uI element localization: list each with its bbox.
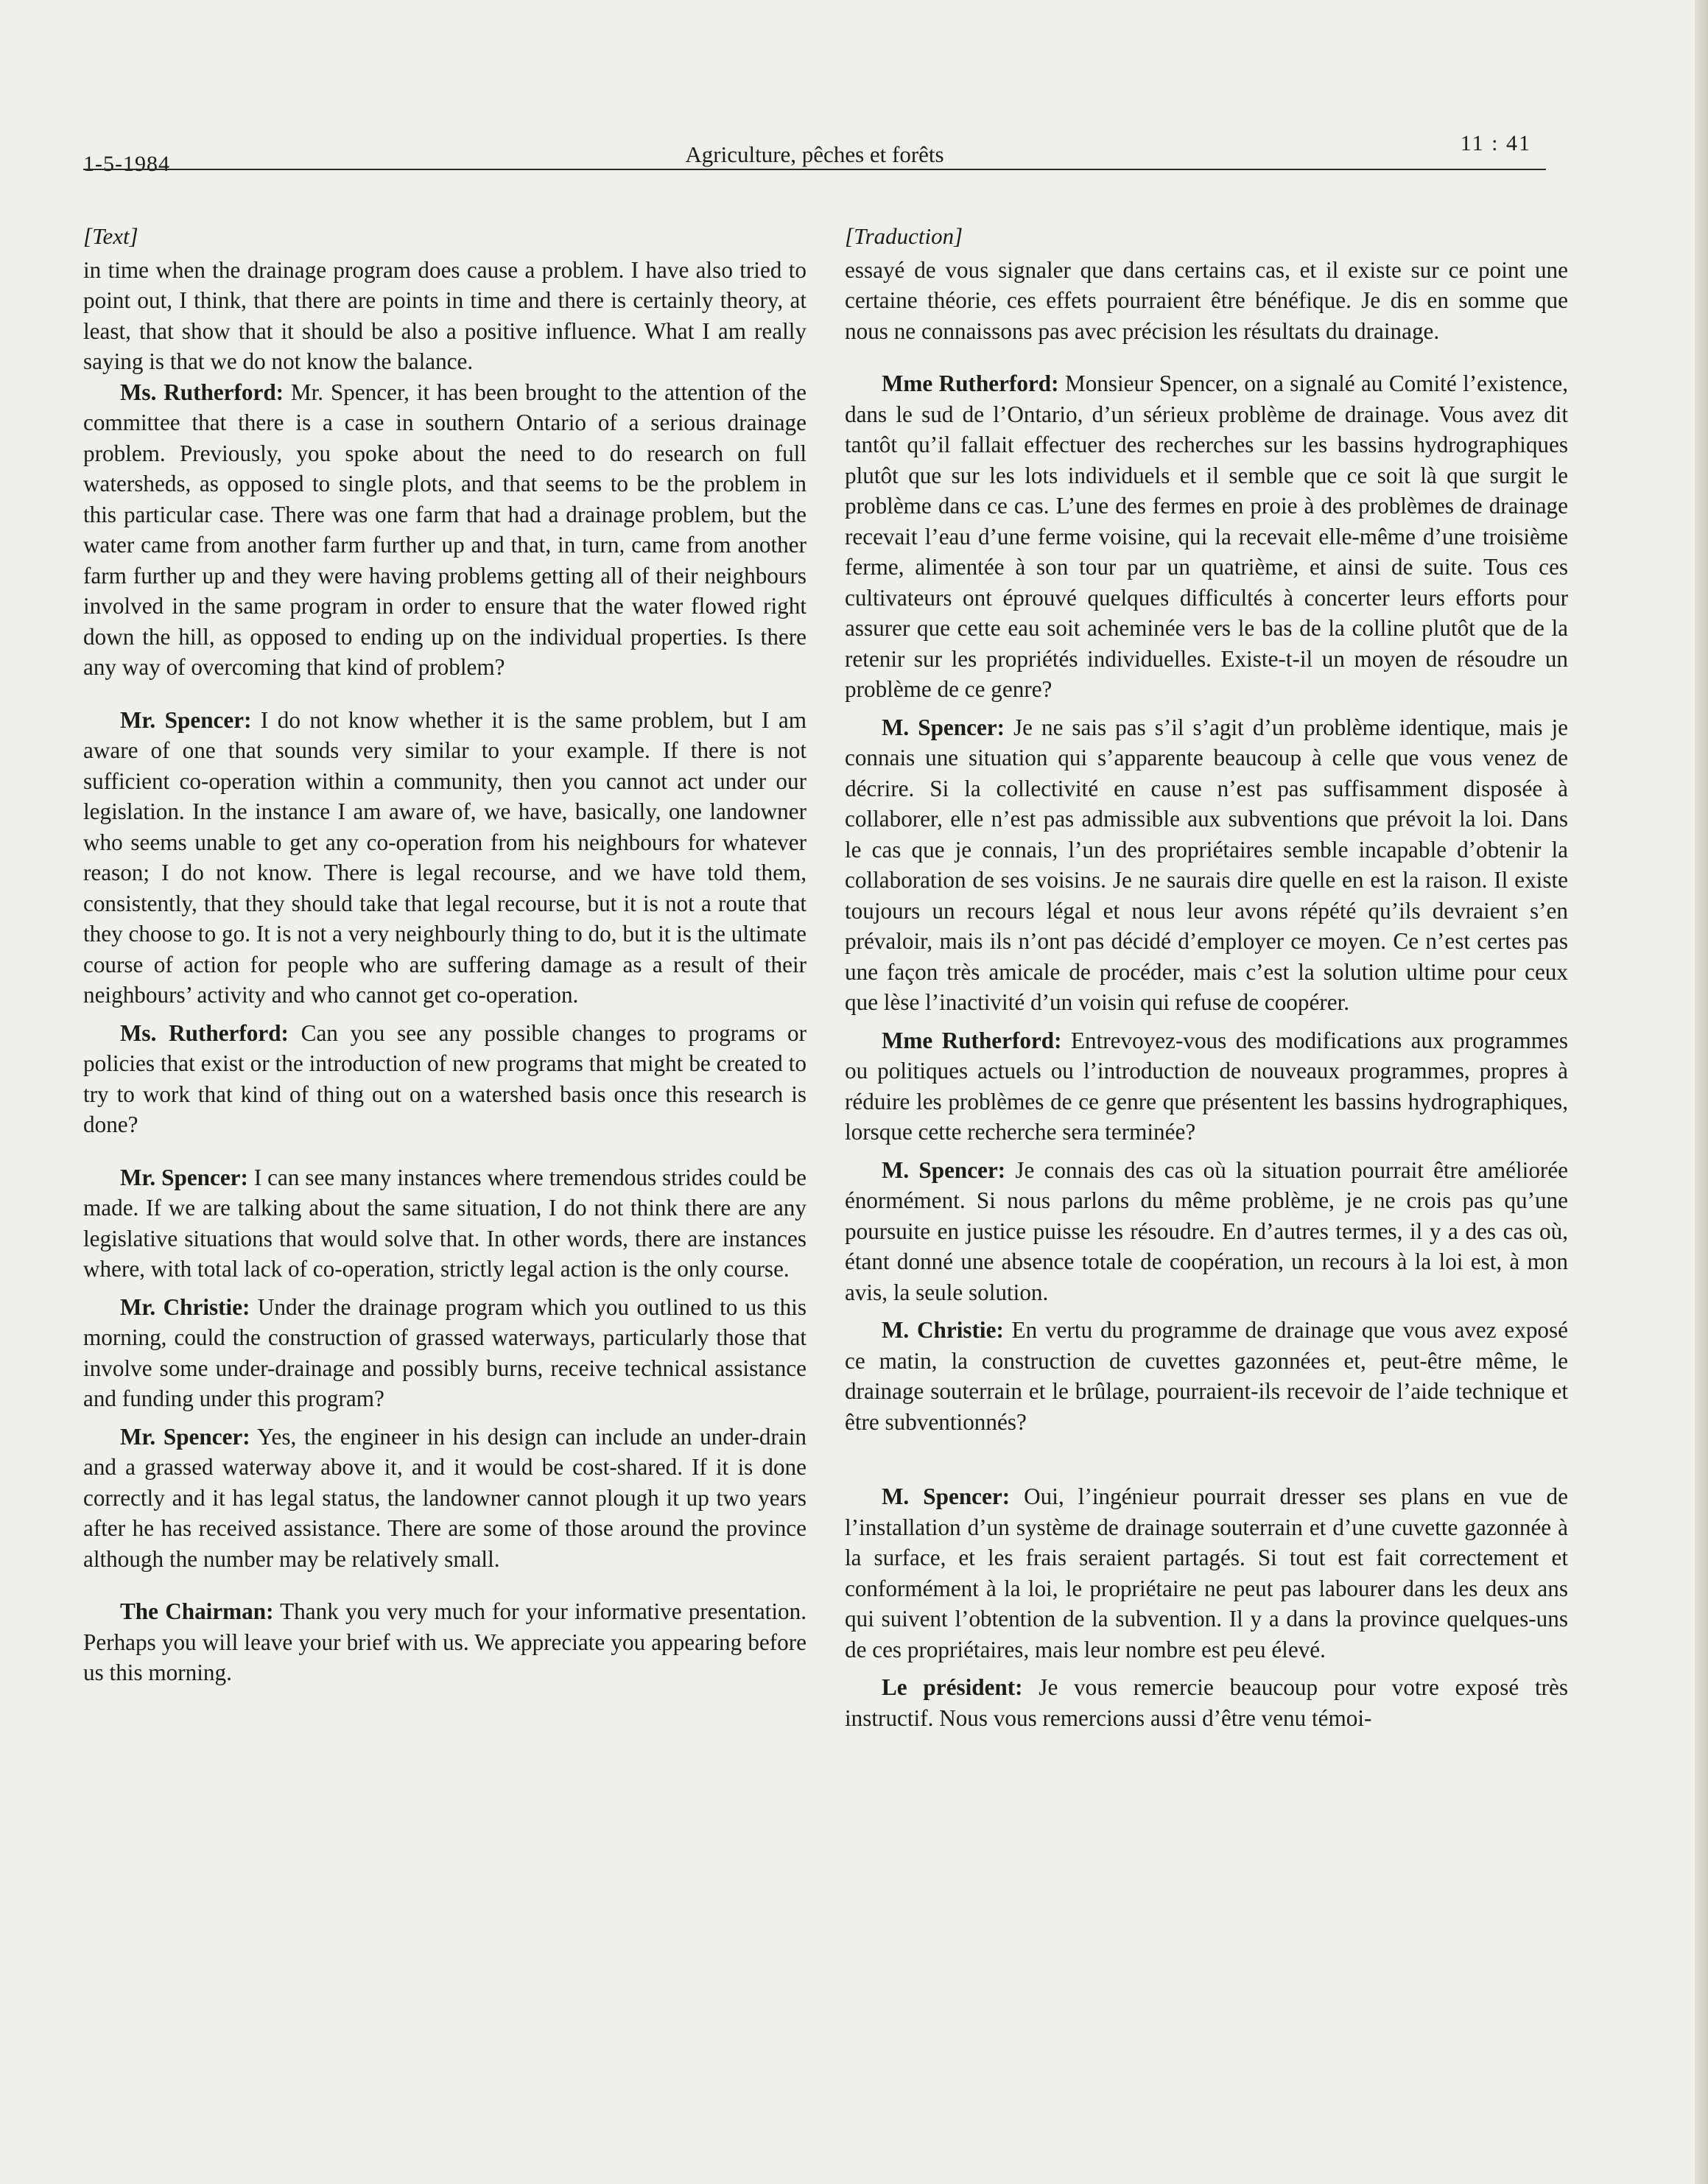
speech-paragraph: [845, 368, 1568, 705]
speech-text: Entrevoyez-vous des modifications aux programmes ou politiques actuels ou l’introduction de nouveaux programmes, propres à réduire les problèmes de ce genre que présentent les bassins hydrographiques, lorsque cette recherche sera terminée?: [845, 1027, 1568, 1145]
speaker-name: Mr. Christie:: [120, 1293, 250, 1320]
header-rule: [83, 169, 1546, 170]
speaker-name: Mr. Spencer:: [120, 706, 252, 733]
speech-text: Can you see any possible changes to programs or policies that exist or the introduction of new programs that might be created to try to work that kind of thing out on a watershed basis once this research is done?: [83, 1019, 806, 1137]
text-tag: [Text]: [83, 223, 138, 249]
speech-paragraph: [83, 377, 806, 683]
speaker-name: Ms. Rutherford:: [120, 379, 284, 405]
header-date: 1-5-1984: [83, 152, 170, 176]
speaker-name: Le président:: [882, 1674, 1023, 1700]
speaker-name: Mme Rutherford:: [882, 1027, 1062, 1053]
speech-text: Je ne sais pas s’il s’agit d’un problème identique, mais je connais une situation qui s’apparente beaucoup à celle que vous venez de décrire. Si la collectivité en cause n’est pas suffisamment disposée à collaborer, elle n’est pas admissible aux subventions que prévoit la loi. Dans le cas que je connais, l’un des propriétaires semble incapable d’obtenir la collaboration de ses voisins. Je ne saurais dire quelle en est la raison. Il existe toujours un recours légal et nous leur avons répété qu’ils devraient s’en prévaloir, mais ils n’ont pas décidé d’employer ce moyen. Ce n’est certes pas une façon très amicale de procéder, mais c’est la solution ultime pour ceux que lèse l’inactivité d’un voisin qui refuse de coopérer.: [845, 714, 1568, 1015]
speech-text: I can see many instances where tremendous strides could be made. If we are talking about the same situation, I do not think there are any legislative situations that would solve that. In other words, there are instances where, with total lack of co-operation, strictly legal action is the only course.: [83, 1164, 806, 1282]
speech-paragraph: [845, 712, 1568, 1018]
speaker-name: The Chairman:: [120, 1598, 274, 1624]
speaker-name: Mr. Spencer:: [120, 1423, 250, 1450]
speech-paragraph: [845, 1481, 1568, 1665]
speaker-name: Mme Rutherford:: [882, 371, 1059, 396]
speech-text: Mr. Spencer, it has been brought to the attention of the committee that there is a case in southern Ontario of a serious drainage problem. Previously, you spoke about the need to do research on full watersheds, as opposed to single plots, and that seems to be the problem in this particular case. There was one farm that had a drainage problem, but the water came from another farm further up and that, in turn, came from another farm further up and they were having problems getting all of their neighbours involved in the same program in order to ensure that the water flowed right down the hill, as opposed to ending up on the individual properties. Is there any way of overcoming that kind of problem?: [83, 379, 806, 680]
speech-text: Oui, l’ingénieur pourrait dresser ses plans en vue de l’installation d’un système de drainage souterrain et d’une cuvette gazonnée à la surface, et les frais seraient partagés. Si tout est fait correctement et conformément à la loi, le propriétaire ne peut pas labourer dans les deux ans qui suivent l’obtention de la subvention. Il y a dans la province quelques-uns de ces propriétaires, mais leur nombre est peu élevé.: [845, 1483, 1568, 1662]
speech-paragraph: [845, 1315, 1568, 1437]
page-edge-shadow: [1695, 0, 1708, 2184]
speech-paragraph: [845, 1672, 1568, 1733]
speech-paragraph: [845, 1025, 1568, 1148]
speech-paragraph: [83, 1422, 806, 1575]
speaker-name: M. Spencer:: [882, 714, 1005, 740]
opening-paragraph: in time when the drainage program does cause a problem. I have also tried to point out, I think, that there are points in time and there is certainly theory, at least, that show that it should be also a positive influence. What I am really saying is that we do not know the balance.: [83, 256, 806, 374]
speaker-name: Ms. Rutherford:: [120, 1019, 289, 1046]
speech-text: Yes, the engineer in his design can include an under-drain and a grassed waterway above it, and it would be cost-shared. If it is done correctly and it has legal status, the landowner cannot plough it up two years after he has received assistance. There are some of those around the province although the number may be relatively small.: [83, 1423, 806, 1572]
running-header: [83, 130, 1546, 174]
header-title: Agriculture, pêches et forêts: [685, 141, 944, 167]
french-column: [845, 221, 1568, 1733]
speaker-name: Mr. Spencer:: [120, 1164, 248, 1190]
speech-text: Je vous remercie beaucoup pour votre exposé très instructif. Nous vous remercions aussi d’être venu témoi-: [845, 1674, 1568, 1731]
speech-text: Je connais des cas où la situation pourrait être améliorée énormément. Si nous parlons du même problème, je ne crois pas qu’une poursuite en justice puisse les résoudre. En d’autres termes, il y a des cas où, étant donné une absence totale de coopération, un recours à la loi est, à mon avis, la seule solution.: [845, 1156, 1569, 1305]
speaker-name: M. Spencer:: [882, 1156, 1006, 1183]
speech-text: Monsieur Spencer, on a signalé au Comité l’existence, dans le sud de l’Ontario, d’un sérieux problème de drainage. Vous avez dit tantôt qu’il fallait effectuer des recherches sur les bassins hydrographiques plutôt que sur les lots individuels et il semble que ce soit là que surgit le problème dans ce cas. L’une des fermes en proie à des problèmes de drainage recevait l’eau d’une ferme voisine, qui la recevait elle-même d’une troisième ferme, alimentée à son tour par un quatrième, et ainsi de suite. Tous ces cultivateurs ont éprouvé quelques difficultés à concerter leurs efforts pour assurer que cette eau soit acheminée vers le bas de la colline plutôt que de la retenir sur les propriétés individuelles. Existe-t-il un moyen de résoudre un problème de ce genre?: [845, 371, 1568, 702]
speaker-name: M. Spencer:: [882, 1483, 1011, 1509]
speech-text: Thank you very much for your informative presentation. Perhaps you will leave your brief with us. We appreciate you appearing before us this morning.: [83, 1598, 807, 1685]
speech-text: I do not know whether it is the same problem, but I am aware of one that sounds very similar to your example. If there is not sufficient co-operation within a community, then you cannot act under our legislation. In the instance I am aware of, we have, basically, one landowner who seems unable to get any co-operation from his neighbours for whatever reason; I do not know. There is legal recourse, and we have told them, consistently, that they should take that legal recourse, but it is not a route that they choose to go. It is not a very neighbourly thing to do, but it is the ultimate course of action for people who are suffering damage as a result of their neighbours’ activity and who cannot get co-operation.: [83, 706, 806, 1008]
speech-text: En vertu du programme de drainage que vous avez exposé ce matin, la construction de cuvettes gazonnées et, peut-être même, le drainage souterrain et le brûlage, pourraient-ils recevoir de l’aide technique et être subventionnés?: [845, 1317, 1568, 1435]
speech-paragraph: [83, 1018, 806, 1140]
opening-paragraph: essayé de vous signaler que dans certains cas, et il existe sur ce point une certaine théorie, ces effets pourraient être bénéfique. Je dis en somme que nous ne connaissons pas avec précision les résultats du drainage.: [845, 256, 1568, 344]
speech-paragraph: [83, 705, 806, 1011]
speech-paragraph: [845, 1155, 1568, 1308]
header-page-number: 11 : 41: [1460, 131, 1531, 155]
speech-text: Under the drainage program which you outlined to us this morning, could the construction of grassed waterways, particularly those that involve some under-drainage and possibly burns, receive technical assistance and funding under this program?: [83, 1293, 806, 1411]
speech-paragraph: [83, 1162, 806, 1285]
speaker-name: M. Christie:: [882, 1317, 1004, 1343]
english-column: [83, 221, 806, 1688]
translation-tag: [Traduction]: [845, 223, 963, 249]
speech-paragraph: [83, 1292, 806, 1414]
speech-paragraph: [83, 1596, 806, 1688]
